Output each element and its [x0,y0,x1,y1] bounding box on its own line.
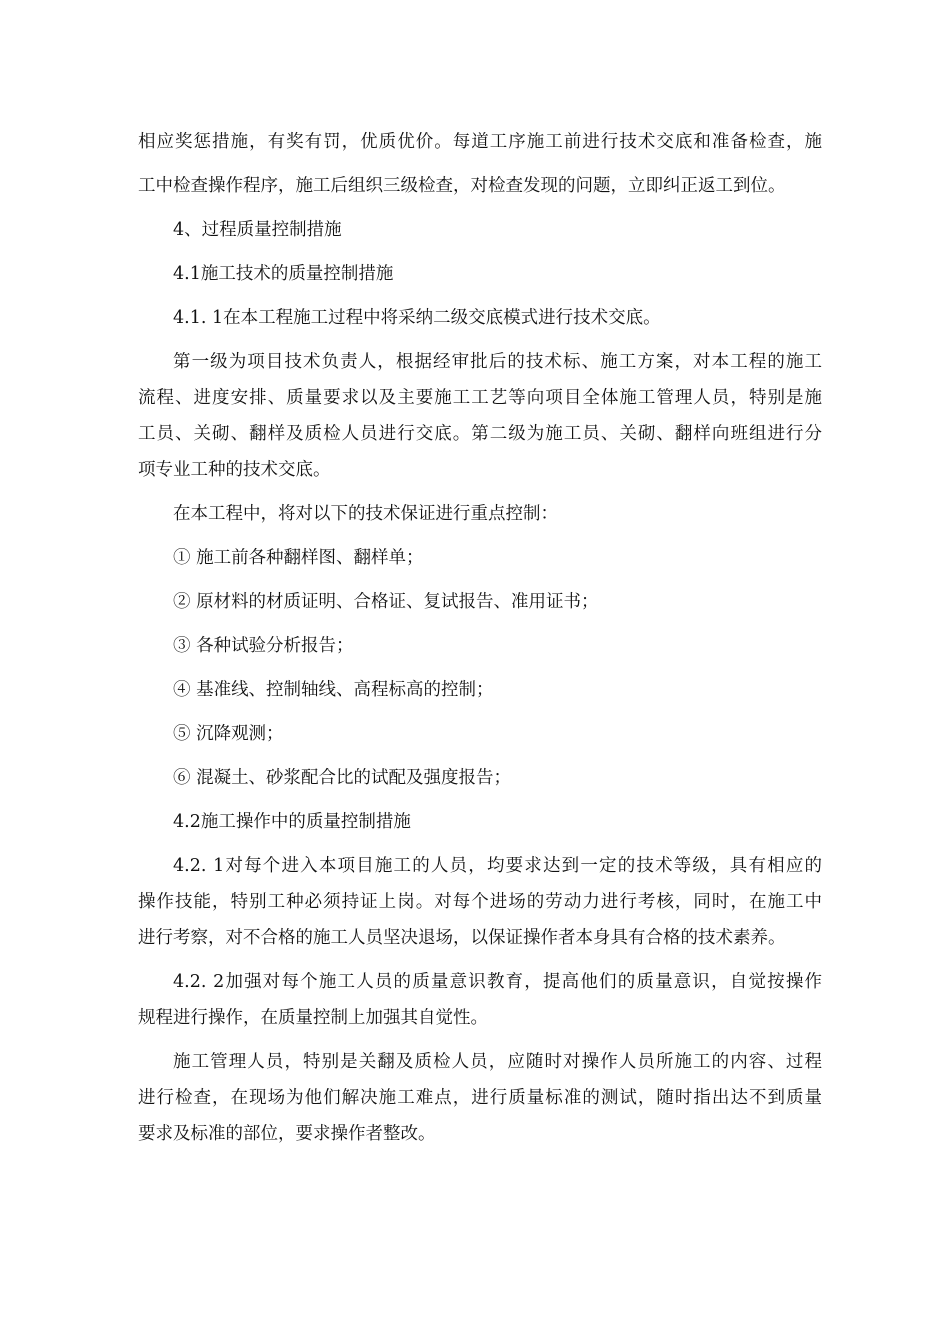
text-line: 流程、进度安排、质量要求以及主要施工工艺等向项目全体施工管理人员，特别是施 [138,388,822,408]
text-line: 4.2. 1对每个进入本项目施工的人员，均要求达到一定的技术等级，具有相应的 [173,856,822,876]
list-item: ⑥ 混凝土、砂浆配合比的试配及强度报告； [173,768,512,788]
text-line: 规程进行操作，在质量控制上加强其自觉性。 [138,1008,488,1028]
paragraph-management [138,1050,822,1146]
control-list [138,546,822,790]
text-line: 进行考察，对不合格的施工人员坚决退场，以保证操作者本身具有合格的技术素养。 [138,928,786,948]
text-line: 4.2. 2加强对每个施工人员的质量意识教育，提高他们的质量意识，自觉按操作 [173,972,822,992]
list-item: ⑤ 沉降观测； [173,724,284,744]
text-line: 相应奖惩措施，有奖有罚，优质优价。每道工序施工前进行技术交底和准备检查，施 [138,132,822,152]
list-item: ④ 基准线、控制轴线、高程标高的控制； [173,680,494,700]
list-item: ③ 各种试验分析报告； [173,636,354,656]
text-line: 要求及标准的部位，要求操作者整改。 [138,1124,436,1144]
section-heading-4: 4、过程质量控制措施 [173,220,342,240]
text-line: 项专业工种的技术交底。 [138,460,331,480]
document-body [138,130,822,1146]
text-line: 施工管理人员，特别是关翻及质检人员，应随时对操作人员所施工的内容、过程 [173,1052,822,1072]
list-item: ② 原材料的材质证明、合格证、复试报告、准用证书； [173,592,599,612]
paragraph-4-2-1 [138,854,822,950]
text-line: 第一级为项目技术负责人，根据经审批后的技术标、施工方案，对本工程的施工 [173,352,822,372]
text-line: 进行检查，在现场为他们解决施工难点，进行质量标准的测试，随时指出达不到质量 [138,1088,822,1108]
section-heading-4-1: 4.1施工技术的质量控制措施 [173,264,394,284]
paragraph-intro [138,130,822,198]
paragraph-levels [138,350,822,482]
item-4-1-1: 4.1. 1在本工程施工过程中将采纳二级交底模式进行技术交底。 [173,308,661,328]
text-line: 操作技能，特别工种必须持证上岗。对每个进场的劳动力进行考核，同时，在施工中 [138,892,822,912]
text-line: 工中检查操作程序，施工后组织三级检查，对检查发现的问题，立即纠正返工到位。 [138,176,786,196]
list-item: ① 施工前各种翻样图、翻样单； [173,548,424,568]
paragraph-4-2-2 [138,970,822,1030]
section-heading-4-2: 4.2施工操作中的质量控制措施 [173,812,411,832]
paragraph-focus: 在本工程中，将对以下的技术保证进行重点控制： [173,504,558,524]
text-line: 工员、关砌、翻样及质检人员进行交底。第二级为施工员、关砌、翻样向班组进行分 [138,424,822,444]
